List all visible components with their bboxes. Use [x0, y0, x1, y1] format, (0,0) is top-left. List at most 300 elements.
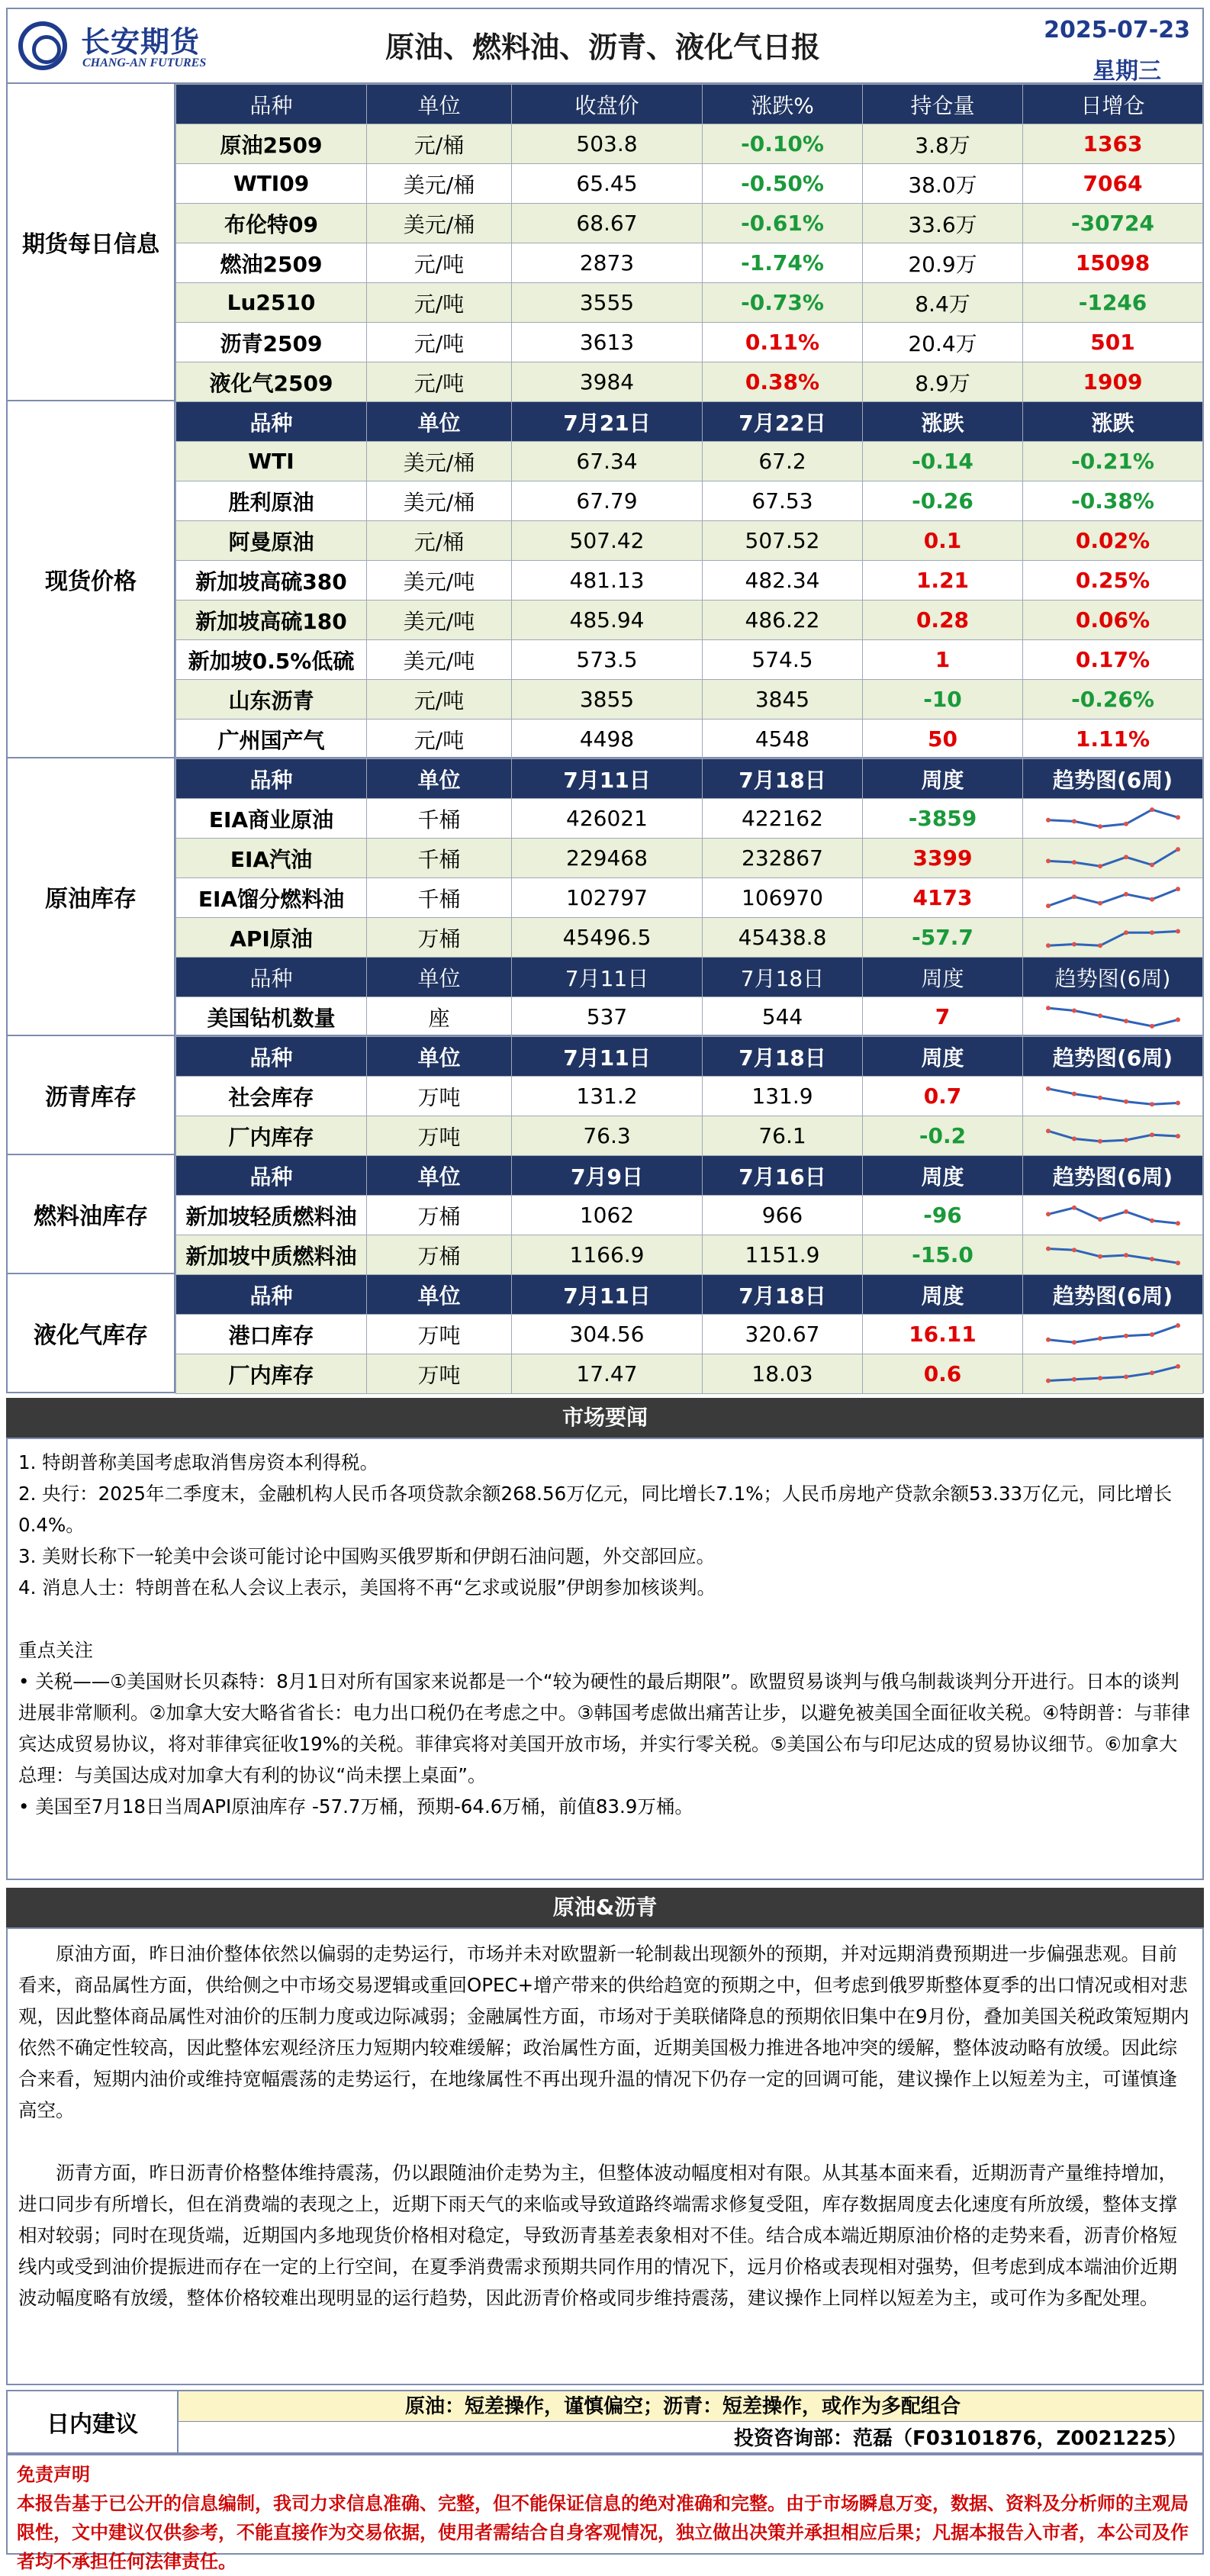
- table-row: [176, 720, 1203, 759]
- crude-analysis-text: 原油方面，昨日油价整体依然以偏弱的走势运行，市场并未对欧盟新一轮制裁出现额外的预期，并对远期消费预期进一步偏强悲观。目前看来，商品属性方面，供给侧之中市场交易逻辑或重回OPEC+增产带来的供给趋宽的预期之中，但考虑到俄罗斯整体夏季的出口情况或相对悲观，因此整体商品属性对油价的压制力度或边际减弱；金融属性方面，市场对于美联储降息的预期依旧集中在9月份，叠加美国关税政策短期内依然不确定性较高，因此整体宏观经济压力短期内较难缓解；政治属性方面，近期美国极力推进各地冲突的缓解，整体波动略有放缓。因此综合来看，短期内油价或维持宽幅震荡的走势运行，在地缘属性不再出现升温的情况下仍存一定的回调可能，建议操作上以短差为主，可谨慎逢高空。: [18, 1943, 1189, 2121]
- table-row: [176, 481, 1203, 521]
- spacer: [18, 1603, 1192, 1634]
- inventory-prev: 131.2: [512, 1077, 703, 1116]
- close-price: 3984: [512, 362, 703, 402]
- trend-point: [1046, 943, 1051, 948]
- daily-oi-change: -1246: [1023, 283, 1203, 323]
- trend-point: [1046, 858, 1051, 863]
- trend-point: [1098, 943, 1102, 948]
- column-header: 趋势图(6周): [1023, 1037, 1203, 1077]
- weekly-change: -57.7: [863, 918, 1023, 958]
- table-row: [176, 1116, 1203, 1156]
- column-header: 收盘价: [512, 85, 703, 124]
- table-header-row: [176, 1156, 1203, 1196]
- unit: 元/吨: [367, 243, 512, 283]
- change-percent: 0.17%: [1023, 640, 1203, 680]
- trend-point: [1176, 1364, 1180, 1368]
- trend-point: [1176, 1017, 1180, 1022]
- lpg-inventory-table: [175, 1274, 1203, 1394]
- inventory-latest: 131.9: [703, 1077, 863, 1116]
- table-row: [176, 164, 1203, 204]
- trend-sparkline: [1042, 1358, 1184, 1390]
- trend-point: [1176, 815, 1180, 819]
- trend-sparkline: [1042, 1120, 1184, 1152]
- weekly-change: 4173: [863, 878, 1023, 918]
- close-price: 3555: [512, 283, 703, 323]
- unit: 美元/桶: [367, 442, 512, 481]
- price-day1: 485.94: [512, 601, 703, 640]
- column-header: 7月11日: [512, 1037, 703, 1077]
- crude-inventory-section: [6, 758, 1204, 1036]
- inventory-latest: 18.03: [703, 1354, 863, 1394]
- inventory-prev: 229468: [512, 839, 703, 878]
- trend-point: [1098, 1095, 1102, 1100]
- price-day2: 4548: [703, 720, 863, 759]
- inventory-prev: 304.56: [512, 1315, 703, 1354]
- report-header: [6, 8, 1204, 84]
- column-header: 周度: [863, 1156, 1023, 1196]
- open-interest: 3.8万: [863, 124, 1023, 164]
- table-header-row: [176, 958, 1203, 997]
- trend-point: [1124, 1374, 1128, 1379]
- trend-cell: [1023, 1315, 1203, 1354]
- trend-point: [1046, 1378, 1051, 1383]
- trend-point: [1176, 1323, 1180, 1328]
- trend-point: [1098, 1013, 1102, 1018]
- change: 50: [863, 720, 1023, 759]
- inventory-latest: 544: [703, 997, 863, 1037]
- trend-point: [1124, 821, 1128, 826]
- column-header: 7月11日: [512, 759, 703, 799]
- weekly-change: -0.2: [863, 1116, 1023, 1156]
- product-name: 沥青2509: [176, 323, 367, 362]
- company-name-cn: 长安期货: [81, 25, 201, 59]
- product-name: API原油: [176, 918, 367, 958]
- open-interest: 8.9万: [863, 362, 1023, 402]
- product-name: 新加坡0.5%低硫: [176, 640, 367, 680]
- futures-section-label: 期货每日信息: [8, 84, 175, 400]
- fuel-oil-inventory-label: 燃料油库存: [8, 1155, 175, 1273]
- column-header: 品种: [176, 1156, 367, 1196]
- trend-sparkline: [1042, 1080, 1184, 1113]
- trend-line: [1048, 1325, 1178, 1342]
- table-header-row: [176, 759, 1203, 799]
- trend-point: [1072, 1205, 1076, 1209]
- column-header: 7月11日: [512, 1275, 703, 1315]
- futures-table: [175, 84, 1203, 402]
- table-header-row: [176, 85, 1203, 124]
- company-name-en: CHANG-AN FUTURES: [82, 56, 207, 69]
- change-percent: -0.73%: [703, 283, 863, 323]
- change: 0.28: [863, 601, 1023, 640]
- news-item: 4. 消息人士：特朗普在私人会议上表示，美国将不再“乞求或说服”伊朗参加核谈判。: [18, 1576, 716, 1599]
- trend-point: [1072, 1136, 1076, 1141]
- fuel-oil-inventory-table: [175, 1155, 1203, 1275]
- table-row: [176, 680, 1203, 720]
- trend-point: [1176, 1261, 1180, 1265]
- weekly-change: -3859: [863, 799, 1023, 839]
- table-row: [176, 442, 1203, 481]
- report-title: 原油、燃料油、沥青、液化气日报: [385, 31, 820, 64]
- product-name: 厂内库存: [176, 1354, 367, 1394]
- product-name: 社会库存: [176, 1077, 367, 1116]
- trend-point: [1124, 1333, 1128, 1338]
- trend-point: [1098, 1336, 1102, 1341]
- change: 1.21: [863, 561, 1023, 601]
- inventory-prev: 426021: [512, 799, 703, 839]
- disclaimer: [6, 2454, 1204, 2572]
- inventory-latest: 232867: [703, 839, 863, 878]
- price-day1: 67.79: [512, 481, 703, 521]
- analysis-panel: [6, 1927, 1204, 2385]
- product-name: Lu2510: [176, 283, 367, 323]
- unit: 美元/桶: [367, 481, 512, 521]
- trend-point: [1150, 897, 1154, 901]
- trend-point: [1150, 1132, 1154, 1137]
- column-header: 单位: [367, 402, 512, 442]
- table-header-row: [176, 1275, 1203, 1315]
- table-row: [176, 601, 1203, 640]
- spot-section-label: 现货价格: [8, 401, 175, 757]
- price-day2: 67.53: [703, 481, 863, 521]
- crude-inventory-label: 原油库存: [8, 758, 175, 1035]
- market-news-title: 市场要闻: [6, 1398, 1204, 1438]
- unit: 元/吨: [367, 680, 512, 720]
- trend-point: [1098, 1254, 1102, 1258]
- trend-point: [1046, 1246, 1051, 1251]
- column-header: 周度: [863, 1275, 1023, 1315]
- asphalt-inventory-section: [6, 1036, 1204, 1155]
- price-day1: 507.42: [512, 521, 703, 561]
- price-day1: 4498: [512, 720, 703, 759]
- trend-point: [1150, 1332, 1154, 1337]
- advice-text: 原油：短差操作，谨慎偏空；沥青：短差操作，或作为多配组合: [179, 2391, 1202, 2422]
- intraday-advice: [6, 2390, 1204, 2454]
- trend-line: [1048, 931, 1178, 945]
- trend-line: [1048, 1248, 1178, 1263]
- news-item: 3. 美财长称下一轮美中会谈可能讨论中国购买俄罗斯和伊朗石油问题，外交部回应。: [18, 1545, 716, 1567]
- asphalt-inventory-label: 沥青库存: [8, 1036, 175, 1154]
- product-name: 广州国产气: [176, 720, 367, 759]
- trend-point: [1072, 894, 1076, 899]
- column-header: 7月18日: [703, 958, 863, 997]
- table-row: [176, 521, 1203, 561]
- column-header: 涨跌: [1023, 402, 1203, 442]
- trend-point: [1124, 1019, 1128, 1023]
- column-header: 单位: [367, 759, 512, 799]
- column-header: 趋势图(6周): [1023, 1156, 1203, 1196]
- close-price: 2873: [512, 243, 703, 283]
- column-header: 7月9日: [512, 1156, 703, 1196]
- trend-point: [1046, 1337, 1051, 1341]
- change-percent: -0.50%: [703, 164, 863, 204]
- change: 0.1: [863, 521, 1023, 561]
- weekly-change: 0.6: [863, 1354, 1023, 1394]
- unit: 美元/桶: [367, 204, 512, 243]
- column-header: 周度: [863, 1037, 1023, 1077]
- trend-cell: [1023, 1077, 1203, 1116]
- unit: 美元/吨: [367, 640, 512, 680]
- table-row: [176, 243, 1203, 283]
- column-header: 单位: [367, 1275, 512, 1315]
- daily-oi-change: 1363: [1023, 124, 1203, 164]
- close-price: 3613: [512, 323, 703, 362]
- inventory-latest: 966: [703, 1196, 863, 1235]
- table-row: [176, 124, 1203, 164]
- inventory-latest: 76.1: [703, 1116, 863, 1156]
- trend-point: [1176, 847, 1180, 852]
- price-day1: 481.13: [512, 561, 703, 601]
- unit: 万桶: [367, 1235, 512, 1275]
- weekly-change: -15.0: [863, 1235, 1023, 1275]
- market-news-panel: [6, 1438, 1204, 1880]
- unit: 万吨: [367, 1116, 512, 1156]
- product-name: EIA商业原油: [176, 799, 367, 839]
- change-percent: -0.61%: [703, 204, 863, 243]
- change-percent: -0.21%: [1023, 442, 1203, 481]
- trend-point: [1072, 942, 1076, 946]
- change: -0.14: [863, 442, 1023, 481]
- column-header: 趋势图(6周): [1023, 1275, 1203, 1315]
- trend-point: [1046, 1129, 1051, 1133]
- spot-section: [6, 401, 1204, 758]
- product-name: 燃油2509: [176, 243, 367, 283]
- column-header: 7月22日: [703, 402, 863, 442]
- open-interest: 20.4万: [863, 323, 1023, 362]
- table-row: [176, 997, 1203, 1037]
- news-item: • 关税——①美国财长贝森特：8月1日对所有国家来说都是一个“较为硬性的最后期限”。欧盟贸易谈判与俄乌制裁谈判分开进行。日本的谈判进展非常顺利。②加拿大安大略省省长：电力出口税仍在考虑之中。③韩国考虑做出痛苦让步，以避免被美国全面征收关税。④特朗普：与菲律宾达成贸易协议，将对菲律宾征收19%的关税。菲律宾将对美国开放市场，并实行零关税。⑤美国公布与印尼达成的贸易协议细节。⑥加拿大总理：与美国达成对加拿大有利的协议“尚未摆上桌面”。: [18, 1670, 1190, 1786]
- inventory-prev: 76.3: [512, 1116, 703, 1156]
- change-percent: 0.06%: [1023, 601, 1203, 640]
- asphalt-inventory-table: [175, 1036, 1203, 1156]
- report-weekday: 星期三: [1093, 58, 1161, 85]
- table-header-row: [176, 402, 1203, 442]
- column-header: 单位: [367, 958, 512, 997]
- close-price: 503.8: [512, 124, 703, 164]
- product-name: EIA馏分燃料油: [176, 878, 367, 918]
- column-header: 7月21日: [512, 402, 703, 442]
- trend-sparkline: [1042, 803, 1184, 835]
- column-header: 涨跌%: [703, 85, 863, 124]
- trend-point: [1098, 900, 1102, 905]
- trend-point: [1176, 1100, 1180, 1105]
- trend-point: [1150, 862, 1154, 867]
- crude-inventory-table: [175, 758, 1203, 1037]
- weekly-change: -96: [863, 1196, 1023, 1235]
- unit: 元/吨: [367, 362, 512, 402]
- table-row: [176, 1196, 1203, 1235]
- column-header: 品种: [176, 1275, 367, 1315]
- trend-line: [1048, 1088, 1178, 1103]
- disclaimer-text: 本报告基于已公开的信息编制，我司力求信息准确、完整，但不能保证信息的绝对准确和完整。由于市场瞬息万变，数据、资料及分析师的主观局限性，文中建议仅供参考，不能直接作为交易依据，使用者需结合自身客观情况，独立做出决策并承担相应后果；凡据本报告入市者，本公司及作者均不承担任何法律责任。: [17, 2493, 1189, 2572]
- column-header: 品种: [176, 402, 367, 442]
- trend-cell: [1023, 997, 1203, 1037]
- trend-point: [1046, 1212, 1051, 1216]
- trend-sparkline: [1042, 1001, 1184, 1033]
- trend-point: [1150, 1370, 1154, 1375]
- trend-point: [1098, 1138, 1102, 1143]
- unit: 座: [367, 997, 512, 1037]
- trend-point: [1176, 1221, 1180, 1225]
- trend-line: [1048, 1131, 1178, 1141]
- column-header: 品种: [176, 759, 367, 799]
- change-percent: -0.38%: [1023, 481, 1203, 521]
- price-day1: 67.34: [512, 442, 703, 481]
- column-header: 周度: [863, 958, 1023, 997]
- trend-cell: [1023, 839, 1203, 878]
- trend-point: [1124, 891, 1128, 896]
- table-row: [176, 561, 1203, 601]
- trend-cell: [1023, 1196, 1203, 1235]
- column-header: 单位: [367, 85, 512, 124]
- trend-cell: [1023, 1235, 1203, 1275]
- daily-oi-change: 7064: [1023, 164, 1203, 204]
- trend-cell: [1023, 799, 1203, 839]
- price-day1: 3855: [512, 680, 703, 720]
- product-name: 厂内库存: [176, 1116, 367, 1156]
- price-day2: 486.22: [703, 601, 863, 640]
- trend-point: [1150, 1218, 1154, 1222]
- daily-oi-change: 15098: [1023, 243, 1203, 283]
- unit: 元/吨: [367, 283, 512, 323]
- daily-oi-change: 501: [1023, 323, 1203, 362]
- trend-point: [1124, 1253, 1128, 1257]
- weekly-change: 0.7: [863, 1077, 1023, 1116]
- change-percent: -0.26%: [1023, 680, 1203, 720]
- change-percent: -0.10%: [703, 124, 863, 164]
- product-name: 布伦特09: [176, 204, 367, 243]
- table-row: [176, 1077, 1203, 1116]
- trend-point: [1150, 807, 1154, 812]
- column-header: 7月18日: [703, 759, 863, 799]
- trend-point: [1046, 903, 1051, 908]
- column-header: 品种: [176, 958, 367, 997]
- unit: 元/桶: [367, 124, 512, 164]
- trend-point: [1072, 1377, 1076, 1381]
- column-header: 7月18日: [703, 1037, 863, 1077]
- price-day2: 482.34: [703, 561, 863, 601]
- product-name: WTI: [176, 442, 367, 481]
- futures-section: [6, 84, 1204, 401]
- news-item: 重点关注: [18, 1639, 93, 1661]
- lpg-inventory-section: [6, 1274, 1204, 1393]
- column-header: 趋势图(6周): [1023, 759, 1203, 799]
- trend-point: [1098, 1376, 1102, 1380]
- trend-cell: [1023, 1116, 1203, 1156]
- close-price: 65.45: [512, 164, 703, 204]
- disclaimer-title: 免责声明: [17, 2464, 90, 2485]
- unit: 千桶: [367, 839, 512, 878]
- column-header: 单位: [367, 1037, 512, 1077]
- table-row: [176, 640, 1203, 680]
- inventory-latest: 422162: [703, 799, 863, 839]
- trend-point: [1150, 930, 1154, 935]
- trend-point: [1150, 1257, 1154, 1261]
- trend-point: [1150, 1023, 1154, 1028]
- column-header: 7月11日: [512, 958, 703, 997]
- intraday-advice-label: 日内建议: [8, 2391, 179, 2452]
- trend-point: [1124, 1099, 1128, 1103]
- product-name: WTI09: [176, 164, 367, 204]
- product-name: 原油2509: [176, 124, 367, 164]
- trend-point: [1124, 1209, 1128, 1213]
- price-day1: 573.5: [512, 640, 703, 680]
- inventory-prev: 17.47: [512, 1354, 703, 1394]
- unit: 美元/吨: [367, 601, 512, 640]
- report-date: 2025-07-23: [1044, 17, 1190, 43]
- news-item: • 美国至7月18日当周API原油库存 -57.7万桶，预期-64.6万桶，前值83.9万桶。: [18, 1795, 693, 1818]
- table-row: [176, 283, 1203, 323]
- trend-point: [1176, 887, 1180, 891]
- table-row: [176, 204, 1203, 243]
- inventory-prev: 1166.9: [512, 1235, 703, 1275]
- price-day2: 67.2: [703, 442, 863, 481]
- asphalt-analysis-text: 沥青方面，昨日沥青价格整体维持震荡，仍以跟随油价走势为主，但整体波动幅度相对有限。从其基本面来看，近期沥青产量维持增加，进口同步有所增长，但在消费端的表现之上，近期下雨天气的来临或导致道路终端需求修复受阻，库存数据周度去化速度有所放缓，整体支撑相对较弱；同时在现货端，近期国内多地现货价格相对稳定，导致沥青基差表象相对不佳。结合成本端近期原油价格的走势来看，沥青价格短线内或受到油价提振进而存在一定的上行空间，在夏季消费需求预期共同作用的情况下，远月价格或表现相对强势，但考虑到成本端油价近期波动幅度略有放缓，整体价格较难出现明显的运行趋势，因此沥青价格或同步维持震荡，建议操作上同样以短差为主，或可作为多配处理。: [18, 2162, 1177, 2309]
- column-header: 7月18日: [703, 1275, 863, 1315]
- change-percent: -1.74%: [703, 243, 863, 283]
- trend-point: [1176, 929, 1180, 933]
- spot-table: [175, 401, 1203, 759]
- change-percent: 0.02%: [1023, 521, 1203, 561]
- inventory-latest: 45438.8: [703, 918, 863, 958]
- product-name: 新加坡高硫380: [176, 561, 367, 601]
- unit: 千桶: [367, 878, 512, 918]
- unit: 万吨: [367, 1077, 512, 1116]
- table-header-row: [176, 1037, 1203, 1077]
- trend-sparkline: [1042, 882, 1184, 914]
- table-row: [176, 839, 1203, 878]
- table-row: [176, 878, 1203, 918]
- news-item: 2. 央行：2025年二季度末，金融机构人民币各项贷款余额268.56万亿元，同比增长7.1%；人民币房地产贷款余额53.33万亿元，同比增长0.4%。: [18, 1483, 1173, 1536]
- open-interest: 33.6万: [863, 204, 1023, 243]
- trend-sparkline: [1042, 1239, 1184, 1271]
- unit: 万桶: [367, 1196, 512, 1235]
- company-logo-icon: [18, 21, 67, 70]
- change: -10: [863, 680, 1023, 720]
- trend-point: [1072, 1248, 1076, 1252]
- close-price: 68.67: [512, 204, 703, 243]
- column-header: 单位: [367, 1156, 512, 1196]
- report-page: [6, 8, 1204, 2572]
- unit: 元/吨: [367, 720, 512, 759]
- inventory-latest: 320.67: [703, 1315, 863, 1354]
- table-row: [176, 799, 1203, 839]
- change-percent: 0.38%: [703, 362, 863, 402]
- product-name: 港口库存: [176, 1315, 367, 1354]
- trend-line: [1048, 810, 1178, 826]
- trend-sparkline: [1042, 842, 1184, 874]
- open-interest: 20.9万: [863, 243, 1023, 283]
- weekly-change: 7: [863, 997, 1023, 1037]
- trend-point: [1046, 1086, 1051, 1090]
- product-name: 新加坡中质燃料油: [176, 1235, 367, 1275]
- unit: 美元/桶: [367, 164, 512, 204]
- trend-line: [1048, 1366, 1178, 1380]
- price-day2: 3845: [703, 680, 863, 720]
- weekly-change: 16.11: [863, 1315, 1023, 1354]
- trend-point: [1072, 860, 1076, 865]
- table-row: [176, 362, 1203, 402]
- trend-point: [1072, 1008, 1076, 1013]
- trend-point: [1072, 1340, 1076, 1344]
- trend-cell: [1023, 1354, 1203, 1394]
- unit: 千桶: [367, 799, 512, 839]
- change: -0.26: [863, 481, 1023, 521]
- column-header: 品种: [176, 1037, 367, 1077]
- news-item: 1. 特朗普称美国考虑取消售房资本利得税。: [18, 1451, 379, 1473]
- advisor-info: 投资咨询部：范磊（F03101876，Z0021225）: [734, 2427, 1187, 2450]
- inventory-latest: 1151.9: [703, 1235, 863, 1275]
